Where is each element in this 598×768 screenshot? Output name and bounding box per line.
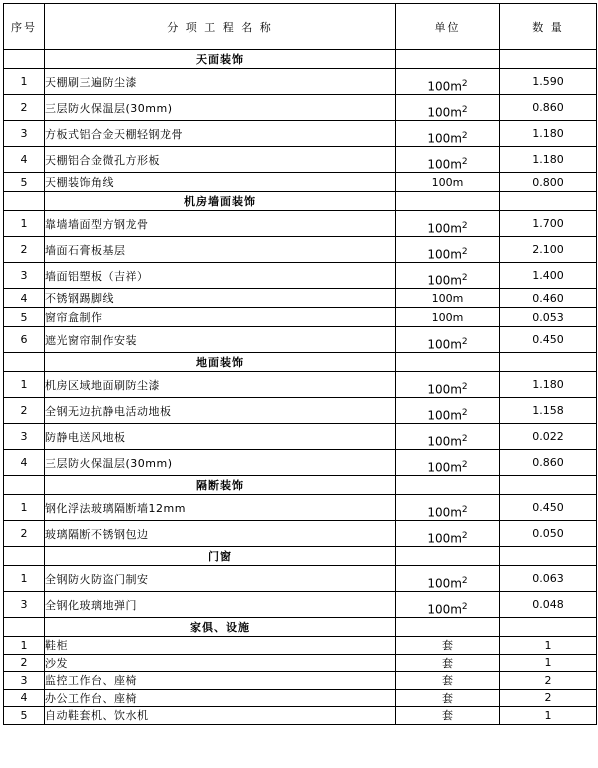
table-row	[4, 308, 597, 327]
row-unit	[396, 237, 500, 263]
row-number: 2	[4, 237, 45, 263]
row-quantity: 0.460	[500, 289, 597, 308]
row-unit	[396, 121, 500, 147]
row-quantity: 1.158	[500, 398, 597, 424]
unit-superscript: 2	[461, 157, 468, 168]
row-quantity: 0.050	[500, 521, 597, 547]
unit-base: 100m	[427, 222, 462, 236]
row-unit	[396, 424, 500, 450]
row-unit	[396, 654, 500, 672]
table-row	[4, 654, 597, 672]
table-row	[4, 495, 597, 521]
section-spacer	[396, 353, 500, 372]
row-item-name: 三层防火保温层(30mm)	[45, 450, 396, 476]
row-number: 1	[4, 69, 45, 95]
unit-base: 100m	[427, 409, 462, 423]
row-unit	[396, 495, 500, 521]
section-row	[4, 476, 597, 495]
unit-superscript: 2	[461, 247, 468, 258]
unit-base: 套	[442, 639, 453, 653]
row-item-name: 靠墙墙面型方钢龙骨	[45, 211, 396, 237]
row-number: 6	[4, 327, 45, 353]
row-unit	[396, 372, 500, 398]
unit-base: 100m	[427, 461, 462, 475]
unit-superscript: 2	[461, 221, 468, 232]
unit-superscript: 2	[461, 79, 468, 90]
section-spacer	[500, 547, 597, 566]
row-quantity: 1.590	[500, 69, 597, 95]
table-row	[4, 707, 597, 725]
table-row	[4, 398, 597, 424]
row-unit	[396, 211, 500, 237]
row-quantity: 0.860	[500, 450, 597, 476]
row-item-name: 方板式铝合金天棚轻钢龙骨	[45, 121, 396, 147]
unit-base: 100m	[427, 532, 462, 546]
unit-superscript: 2	[461, 505, 468, 516]
row-number: 2	[4, 95, 45, 121]
row-item-name: 遮光窗帘制作安装	[45, 327, 396, 353]
row-quantity: 1	[500, 637, 597, 655]
table-row	[4, 566, 597, 592]
section-title: 家俱、设施	[45, 618, 396, 637]
section-spacer	[396, 476, 500, 495]
row-number: 3	[4, 263, 45, 289]
row-item-name: 自动鞋套机、饮水机	[45, 707, 396, 725]
table-row	[4, 147, 597, 173]
unit-base: 100m	[431, 310, 464, 324]
row-item-name: 墙面石膏板基层	[45, 237, 396, 263]
table-row	[4, 289, 597, 308]
row-unit	[396, 672, 500, 690]
section-row	[4, 547, 597, 566]
section-title: 门窗	[45, 547, 396, 566]
unit-superscript: 2	[461, 602, 468, 613]
row-quantity: 0.053	[500, 308, 597, 327]
unit-base: 100m	[427, 435, 462, 449]
row-item-name: 机房区域地面刷防尘漆	[45, 372, 396, 398]
row-number: 5	[4, 308, 45, 327]
row-quantity: 2	[500, 689, 597, 707]
section-spacer	[396, 618, 500, 637]
table-body	[4, 4, 597, 725]
section-spacer	[500, 192, 597, 211]
row-item-name: 天棚装饰角线	[45, 173, 396, 192]
row-quantity: 0.048	[500, 592, 597, 618]
row-number: 2	[4, 398, 45, 424]
section-title: 地面装饰	[45, 353, 396, 372]
row-unit	[396, 95, 500, 121]
row-number: 3	[4, 121, 45, 147]
row-unit	[396, 263, 500, 289]
row-item-name: 钢化浮法玻璃隔断墙12mm	[45, 495, 396, 521]
unit-base: 套	[442, 691, 453, 705]
row-item-name: 全钢无边抗静电活动地板	[45, 398, 396, 424]
header-qty: 数 量	[500, 4, 597, 50]
row-quantity: 1.180	[500, 121, 597, 147]
section-spacer	[4, 547, 45, 566]
row-item-name: 不锈钢踢脚线	[45, 289, 396, 308]
row-item-name: 全钢化玻璃地弹门	[45, 592, 396, 618]
unit-superscript: 2	[461, 105, 468, 116]
row-number: 3	[4, 672, 45, 690]
table-row	[4, 424, 597, 450]
row-number: 4	[4, 289, 45, 308]
row-quantity: 0.450	[500, 495, 597, 521]
unit-base: 100m	[427, 338, 462, 352]
unit-base: 100m	[427, 132, 462, 146]
row-quantity: 0.022	[500, 424, 597, 450]
section-spacer	[4, 618, 45, 637]
section-row	[4, 618, 597, 637]
section-spacer	[500, 353, 597, 372]
row-item-name: 沙发	[45, 654, 396, 672]
section-spacer	[396, 192, 500, 211]
row-number: 5	[4, 707, 45, 725]
row-item-name: 防静电送风地板	[45, 424, 396, 450]
unit-superscript: 2	[461, 131, 468, 142]
row-quantity: 1.400	[500, 263, 597, 289]
section-spacer	[4, 50, 45, 69]
row-number: 4	[4, 689, 45, 707]
row-number: 1	[4, 211, 45, 237]
row-unit	[396, 637, 500, 655]
section-title: 天面装饰	[45, 50, 396, 69]
table-row	[4, 211, 597, 237]
section-spacer	[500, 618, 597, 637]
header-row	[4, 4, 597, 50]
unit-superscript: 2	[461, 460, 468, 471]
header-no: 序号	[4, 4, 45, 50]
row-unit	[396, 707, 500, 725]
row-quantity: 0.800	[500, 173, 597, 192]
row-number: 2	[4, 521, 45, 547]
section-spacer	[396, 547, 500, 566]
table-row	[4, 237, 597, 263]
section-spacer	[500, 476, 597, 495]
row-quantity: 1	[500, 707, 597, 725]
row-number: 2	[4, 654, 45, 672]
section-spacer	[4, 353, 45, 372]
row-item-name: 天棚刷三遍防尘漆	[45, 69, 396, 95]
row-item-name: 办公工作台、座椅	[45, 689, 396, 707]
unit-superscript: 2	[461, 337, 468, 348]
row-number: 3	[4, 592, 45, 618]
row-unit	[396, 289, 500, 308]
table-row	[4, 69, 597, 95]
section-row	[4, 353, 597, 372]
row-number: 1	[4, 372, 45, 398]
unit-superscript: 2	[461, 273, 468, 284]
unit-base: 100m	[427, 80, 462, 94]
row-number: 5	[4, 173, 45, 192]
row-item-name: 全钢防火防盗门制安	[45, 566, 396, 592]
row-quantity: 1.180	[500, 372, 597, 398]
section-spacer	[4, 476, 45, 495]
table-row	[4, 95, 597, 121]
row-quantity: 1.180	[500, 147, 597, 173]
unit-superscript: 2	[461, 408, 468, 419]
row-unit	[396, 147, 500, 173]
row-item-name: 窗帘盒制作	[45, 308, 396, 327]
table-row	[4, 327, 597, 353]
row-unit	[396, 308, 500, 327]
table-row	[4, 121, 597, 147]
row-unit	[396, 689, 500, 707]
section-spacer	[500, 50, 597, 69]
unit-superscript: 2	[461, 531, 468, 542]
table-row	[4, 263, 597, 289]
row-number: 1	[4, 566, 45, 592]
table-row	[4, 173, 597, 192]
table-row	[4, 637, 597, 655]
section-spacer	[4, 192, 45, 211]
header-name: 分 项 工 程 名 称	[45, 4, 396, 50]
row-number: 4	[4, 450, 45, 476]
row-quantity: 1.700	[500, 211, 597, 237]
table-row	[4, 689, 597, 707]
row-quantity: 0.450	[500, 327, 597, 353]
row-number: 1	[4, 637, 45, 655]
section-spacer	[396, 50, 500, 69]
unit-base: 套	[442, 674, 453, 688]
unit-base: 100m	[427, 506, 462, 520]
unit-base: 套	[442, 709, 453, 723]
unit-base: 100m	[427, 106, 462, 120]
row-unit	[396, 592, 500, 618]
unit-base: 100m	[427, 383, 462, 397]
row-unit	[396, 398, 500, 424]
row-quantity: 1	[500, 654, 597, 672]
unit-base: 100m	[427, 158, 462, 172]
unit-base: 100m	[427, 603, 462, 617]
row-unit	[396, 521, 500, 547]
row-unit	[396, 173, 500, 192]
unit-base: 100m	[431, 175, 464, 189]
row-number: 4	[4, 147, 45, 173]
unit-superscript: 2	[461, 576, 468, 587]
unit-base: 100m	[427, 577, 462, 591]
row-item-name: 玻璃隔断不锈钢包边	[45, 521, 396, 547]
section-title: 机房墙面装饰	[45, 192, 396, 211]
unit-base: 100m	[427, 248, 462, 262]
row-unit	[396, 69, 500, 95]
row-quantity: 2	[500, 672, 597, 690]
row-item-name: 墙面铝塑板（吉祥）	[45, 263, 396, 289]
row-item-name: 鞋柜	[45, 637, 396, 655]
unit-base: 套	[442, 656, 453, 670]
row-quantity: 2.100	[500, 237, 597, 263]
row-unit	[396, 566, 500, 592]
table-row	[4, 521, 597, 547]
row-item-name: 三层防火保温层(30mm)	[45, 95, 396, 121]
row-unit	[396, 327, 500, 353]
row-number: 1	[4, 495, 45, 521]
header-unit: 单位	[396, 4, 500, 50]
section-title: 隔断装饰	[45, 476, 396, 495]
row-quantity: 0.860	[500, 95, 597, 121]
section-row	[4, 192, 597, 211]
row-unit	[396, 450, 500, 476]
unit-superscript: 2	[461, 382, 468, 393]
quantity-table	[3, 3, 597, 725]
row-item-name: 监控工作台、座椅	[45, 672, 396, 690]
section-row	[4, 50, 597, 69]
row-item-name: 天棚铝合金微孔方形板	[45, 147, 396, 173]
table-row	[4, 372, 597, 398]
table-row	[4, 672, 597, 690]
row-quantity: 0.063	[500, 566, 597, 592]
unit-superscript: 2	[461, 434, 468, 445]
table-row	[4, 450, 597, 476]
unit-base: 100m	[427, 274, 462, 288]
row-number: 3	[4, 424, 45, 450]
unit-base: 100m	[431, 291, 464, 305]
table-row	[4, 592, 597, 618]
